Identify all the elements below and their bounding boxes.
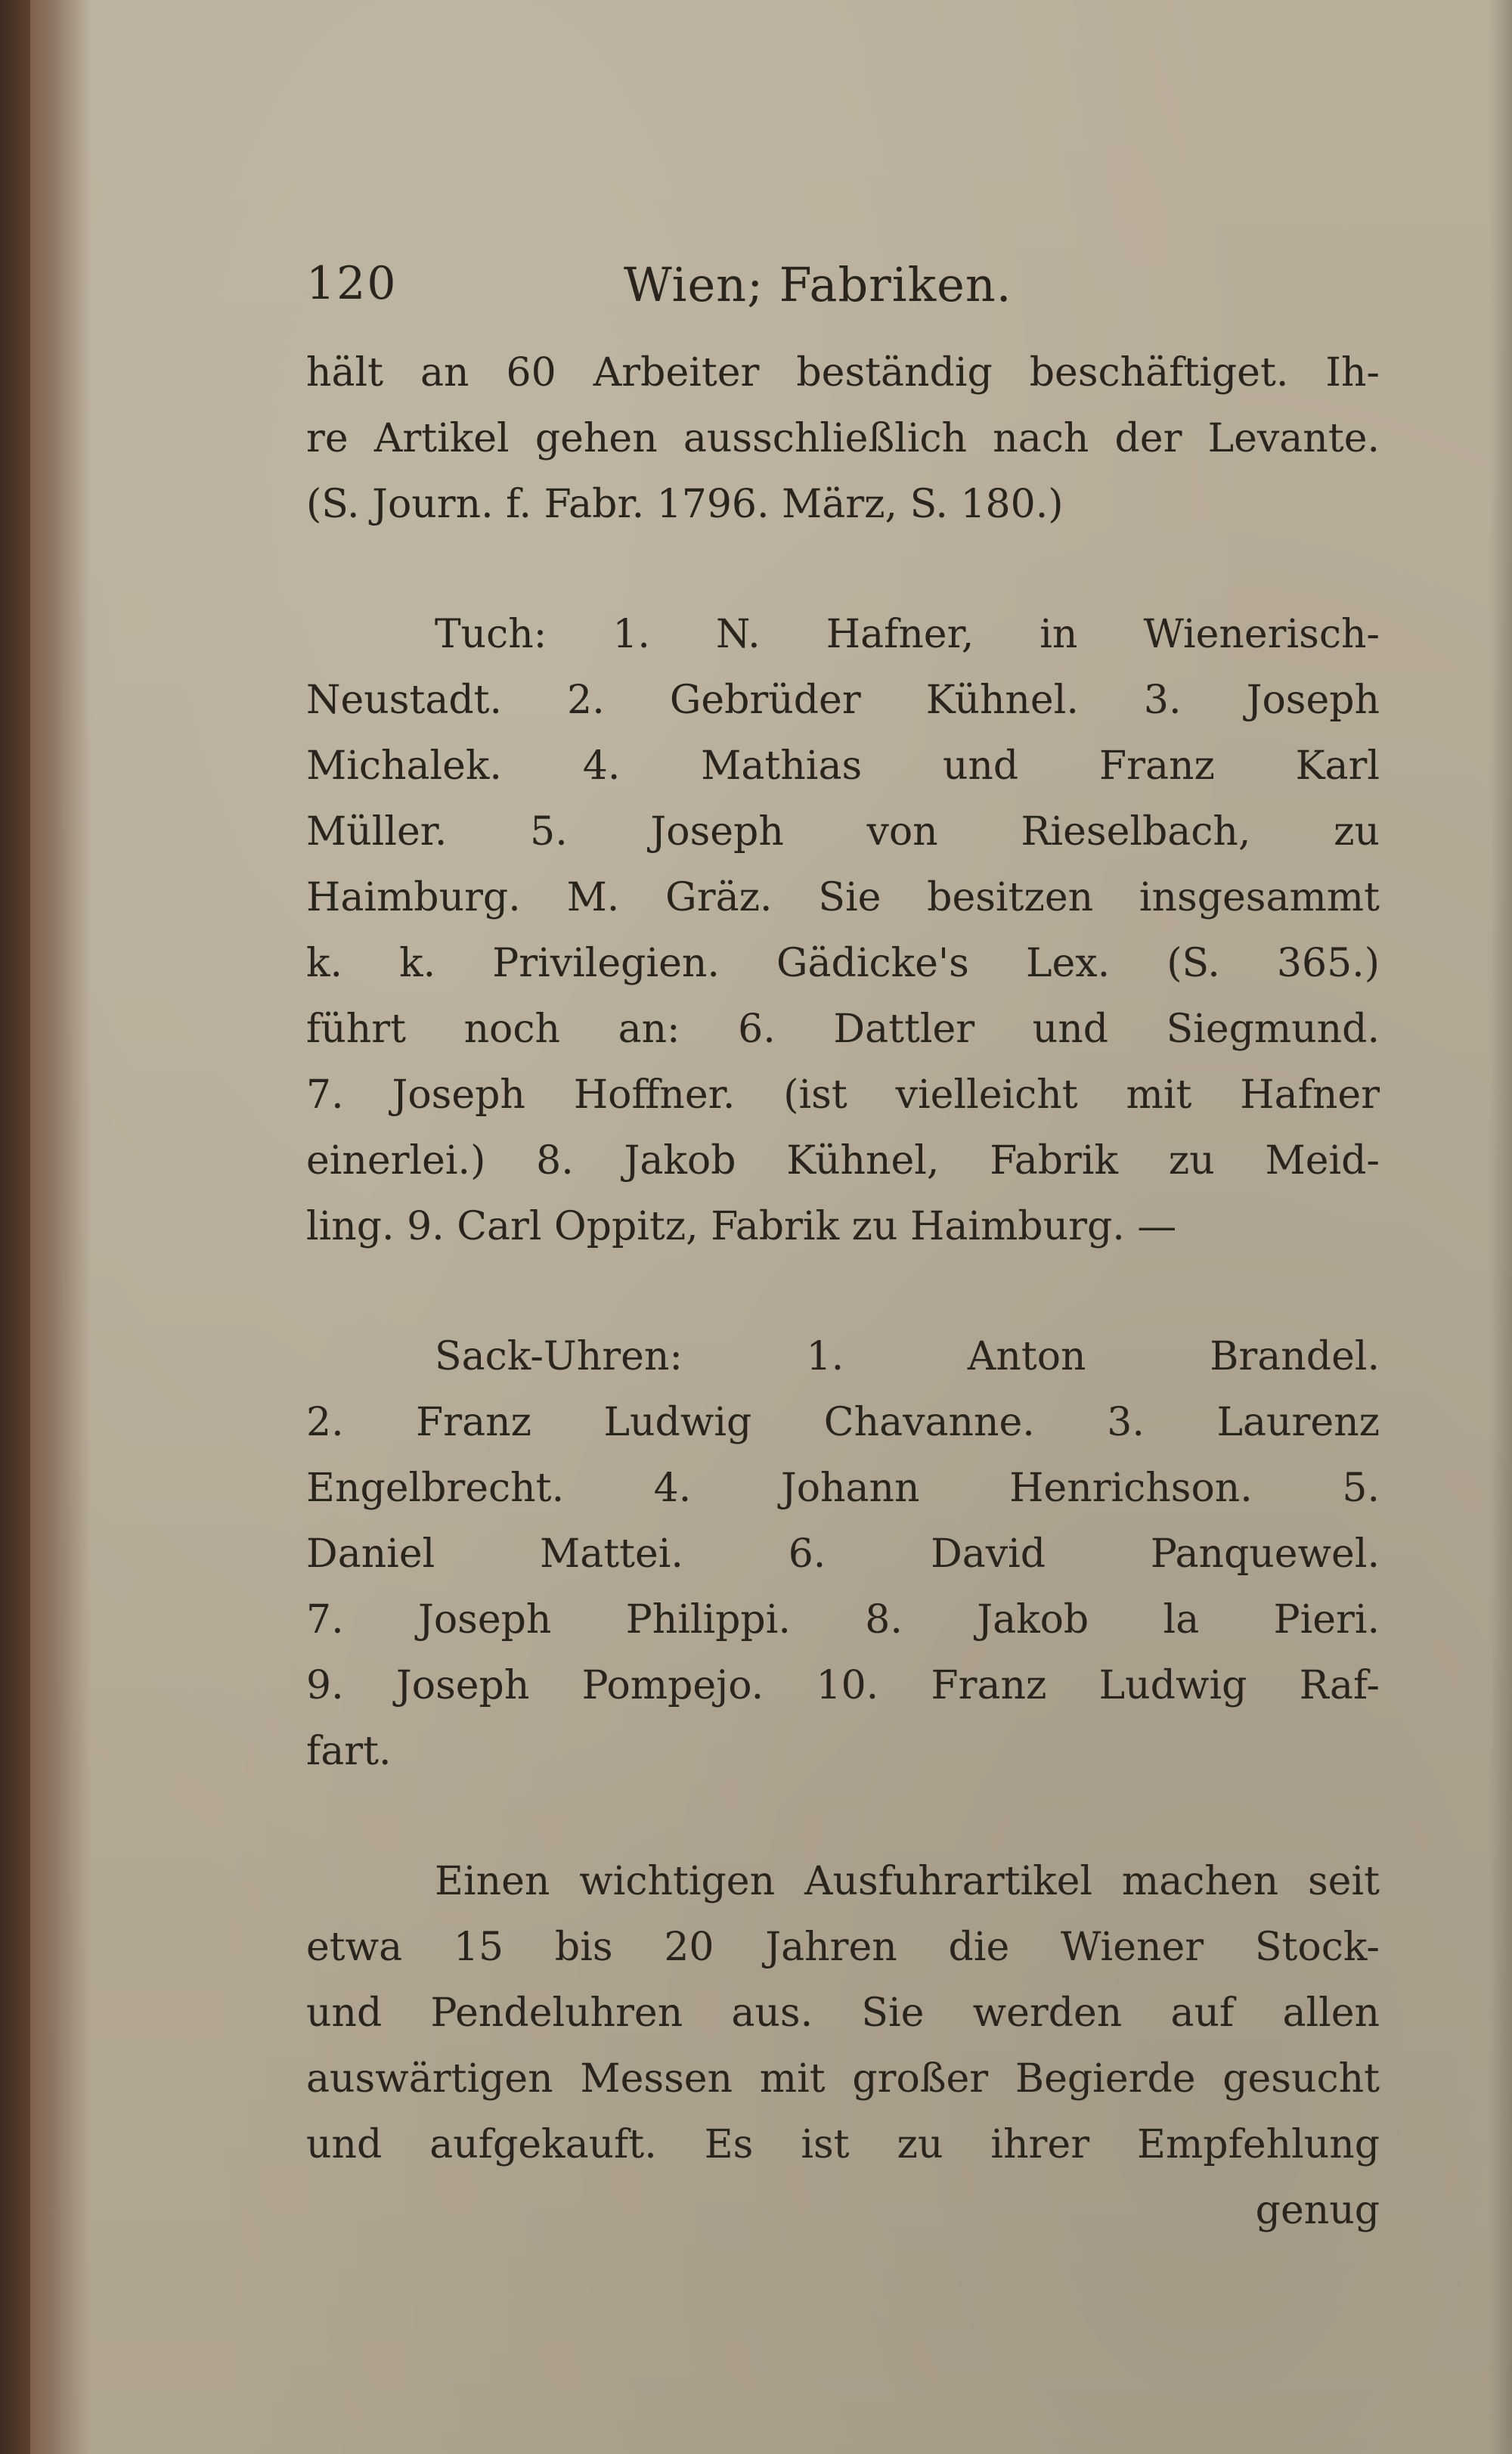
text-line: Einen wichtigen Ausfuhrartikel machen seit bbox=[435, 1859, 1380, 1904]
text-line: re Artikel gehen ausschließlich nach der Levante. bbox=[306, 416, 1380, 461]
text-line: ling. 9. Carl Oppitz, Fabrik zu Haimburg. — bbox=[306, 1204, 1177, 1249]
text-line: fart. bbox=[306, 1729, 392, 1774]
running-title: Wien; Fabriken. bbox=[624, 257, 1012, 312]
text-line: und aufgekauft. Es ist zu ihrer Empfehlung bbox=[306, 2122, 1380, 2167]
text-line: Sack-Uhren: 1. Anton Brandel. bbox=[435, 1334, 1380, 1379]
text-line: führt noch an: 6. Dattler und Siegmund. bbox=[306, 1007, 1380, 1052]
text-line: Tuch: 1. N. Hafner, in Wienerisch- bbox=[435, 612, 1380, 657]
text-line: etwa 15 bis 20 Jahren die Wiener Stock- bbox=[306, 1925, 1380, 1970]
paragraph-ausfuhr bbox=[306, 1849, 1380, 2244]
page-edge-shadow bbox=[1489, 0, 1512, 2454]
paragraph-gap bbox=[306, 538, 1380, 602]
text-line: Daniel Mattei. 6. David Panquewel. bbox=[306, 1531, 1380, 1577]
text-line: 2. Franz Ludwig Chavanne. 3. Laurenz bbox=[306, 1400, 1380, 1445]
paragraph-tuch bbox=[306, 602, 1380, 1260]
text-line: Neustadt. 2. Gebrüder Kühnel. 3. Joseph bbox=[306, 678, 1380, 723]
text-line: (S. Journ. f. Fabr. 1796. März, S. 180.) bbox=[306, 482, 1064, 527]
paragraph-gap bbox=[306, 1785, 1380, 1849]
paragraph-gap bbox=[306, 1260, 1380, 1324]
catchword: genug bbox=[1255, 2188, 1380, 2233]
text-line: 7. Joseph Hoffner. (ist vielleicht mit Hafner bbox=[306, 1072, 1380, 1118]
text-line: 7. Joseph Philippi. 8. Jakob la Pieri. bbox=[306, 1597, 1380, 1643]
paragraph-continuation bbox=[306, 340, 1380, 538]
page-number: 120 bbox=[306, 257, 398, 310]
text-line: Haimburg. M. Gräz. Sie besitzen insgesammt bbox=[306, 875, 1380, 920]
text-line: und Pendeluhren aus. Sie werden auf allen bbox=[306, 1990, 1380, 2036]
text-line: hält an 60 Arbeiter beständig beschäftiget. Ih- bbox=[306, 350, 1380, 396]
running-head bbox=[306, 257, 1380, 340]
text-line: k. k. Privilegien. Gädicke's Lex. (S. 365.) bbox=[306, 941, 1380, 986]
text-line: Michalek. 4. Mathias und Franz Karl bbox=[306, 743, 1380, 789]
paragraph-sack-uhren bbox=[306, 1324, 1380, 1785]
text-line: auswärtigen Messen mit großer Begierde gesucht bbox=[306, 2056, 1380, 2102]
text-line: Müller. 5. Joseph von Rieselbach, zu bbox=[306, 809, 1380, 855]
text-block bbox=[306, 257, 1380, 2244]
text-line: einerlei.) 8. Jakob Kühnel, Fabrik zu Meid- bbox=[306, 1138, 1380, 1184]
text-line: Engelbrecht. 4. Johann Henrichson. 5. bbox=[306, 1466, 1380, 1511]
book-binding-edge bbox=[0, 0, 30, 2454]
text-line: 9. Joseph Pompejo. 10. Franz Ludwig Raf- bbox=[306, 1663, 1380, 1708]
